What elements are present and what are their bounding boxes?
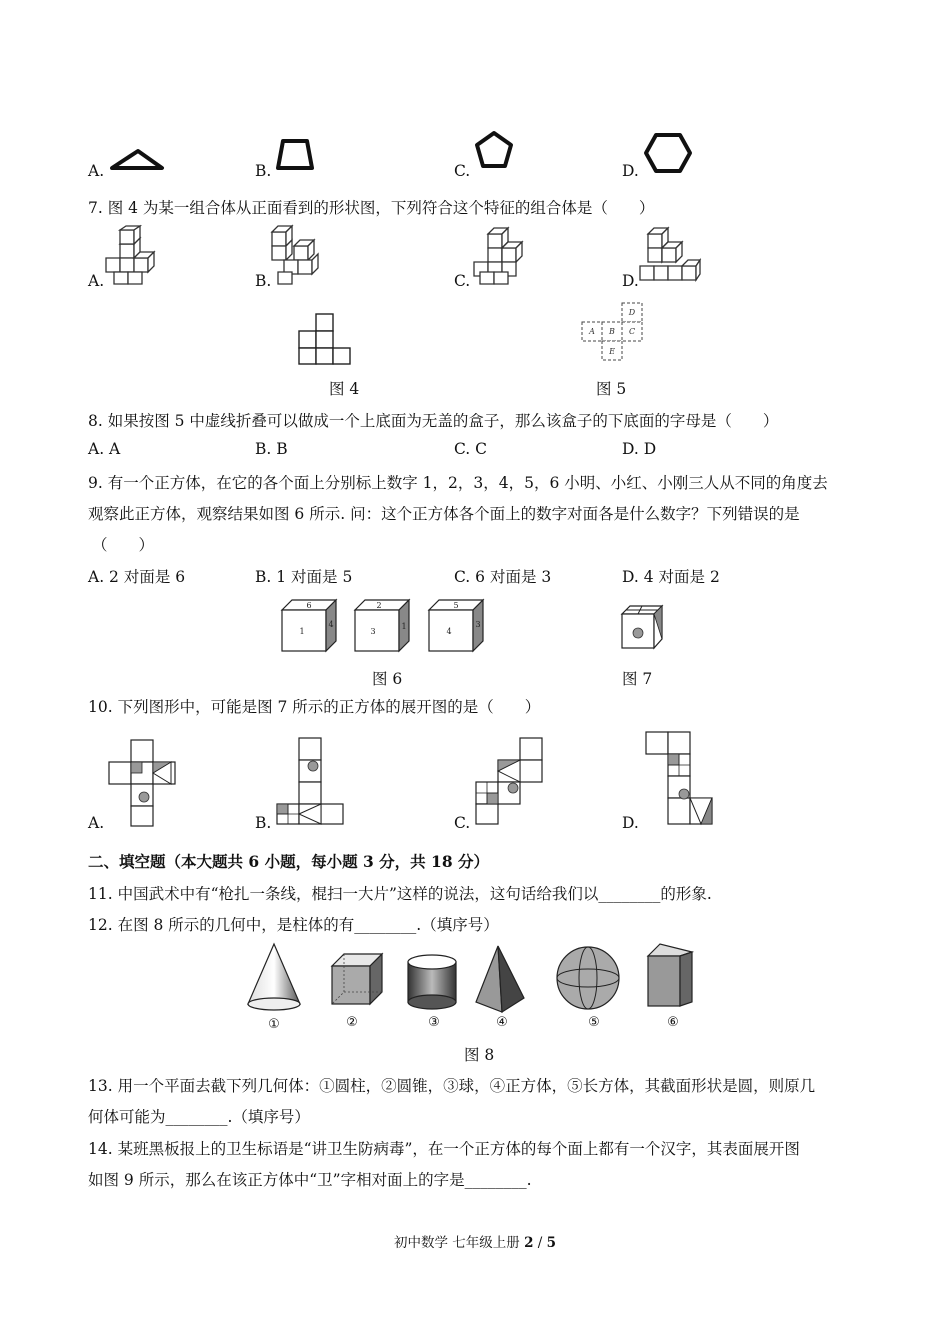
q7-stem: 7. 图 4 为某一组合体从正面看到的形状图，下列符合这个特征的组合体是（ ） [88, 199, 655, 217]
fig8-label-1: ① [268, 1017, 280, 1032]
q6-option-d: D. [622, 162, 639, 180]
fig8-pyramid [476, 946, 524, 1012]
fig5-label-b: B [609, 327, 615, 336]
fig8-cone [248, 944, 300, 1010]
q12-stem: 12. 在图 8 所示的几何中，是柱体的有________.（填序号） [88, 916, 499, 934]
q9-option-d: D. 4 对面是 2 [622, 568, 720, 586]
fig4-front-view [298, 313, 354, 365]
q8-stem: 8. 如果按图 5 中虚线折叠可以做成一个上底面为无盖的盒子，那么该盒子的下底面的字母是（ ） [88, 412, 779, 430]
footer-separator: / [533, 1235, 547, 1251]
footer-subject: 初中数学 七年级上册 [393, 1235, 525, 1251]
fig6-cube-2-side: 1 [401, 622, 407, 631]
fig6-cube-3 [429, 599, 485, 655]
fig8-label-6: ⑥ [667, 1015, 679, 1030]
fig5-label-d: D [628, 308, 636, 317]
q9-stem-line1: 9. 有一个正方体，在它的各个面上分别标上数字 1，2，3，4，5，6 小明、小红、小刚三人从不同的角度去 [88, 474, 828, 492]
q7-option-b: B. [255, 272, 272, 290]
fig8-caption: 图 8 [464, 1046, 495, 1064]
fig8-label-2: ② [346, 1015, 358, 1030]
q13-stem-line1: 13. 用一个平面去截下列几何体：①圆柱，②圆锥，③球，④正方体，⑤长方体，其截面形状是圆，则原几 [88, 1077, 816, 1095]
q6-option-a: A. [88, 162, 105, 180]
fig6-cube-1-front: 1 [299, 627, 305, 636]
fig8-cylinder [408, 955, 456, 1009]
fig5-caption: 图 5 [596, 380, 627, 398]
q10-option-a: A. [88, 814, 105, 832]
fig5-net [580, 302, 644, 362]
fig6-cube-2-front: 3 [370, 627, 376, 636]
q8-option-b: B. B [255, 440, 288, 458]
q10-option-d-net [644, 730, 718, 828]
q10-stem: 10. 下列图形中，可能是图 7 所示的正方体的展开图的是（ ） [88, 698, 541, 716]
fig6-cube-3-side: 3 [475, 620, 481, 629]
footer-total-pages: 5 [546, 1235, 557, 1251]
fig6-cube-1-side: 4 [328, 620, 334, 629]
q7-option-a-cubes [106, 226, 168, 286]
q14-stem-line1: 14. 某班黑板报上的卫生标语是“讲卫生防病毒”，在一个正方体的每个面上都有一个汉字，其表面展开图 [88, 1140, 800, 1158]
q7-option-c: C. [454, 272, 471, 290]
fig6-caption: 图 6 [372, 670, 403, 688]
q8-option-c: C. C [454, 440, 488, 458]
q7-option-c-cubes [472, 228, 532, 286]
section2-title: 二、填空题（本大题共 6 小题，每小题 3 分，共 18 分） [88, 852, 490, 871]
q10-option-b: B. [255, 814, 272, 832]
q7-option-d: D. [622, 272, 639, 290]
q9-option-b: B. 1 对面是 5 [255, 568, 353, 586]
q13-stem-line2: 何体可能为________.（填序号） [88, 1108, 310, 1126]
q9-option-c: C. 6 对面是 3 [454, 568, 552, 586]
q10-option-b-net [275, 736, 347, 828]
fig6-cube-1-top: 6 [306, 601, 312, 610]
q6-pentagon-shape [474, 130, 514, 170]
q6-option-b: B. [255, 162, 272, 180]
page-footer [0, 1231, 950, 1251]
fig6-cube-2-top: 2 [376, 601, 382, 610]
fig6-cube-3-front: 4 [446, 627, 452, 636]
fig8-label-4: ④ [496, 1015, 508, 1030]
q6-option-c: C. [454, 162, 471, 180]
fig6-cube-2 [355, 599, 411, 655]
q10-option-d: D. [622, 814, 639, 832]
q10-option-a-net [107, 738, 173, 828]
q6-trapezoid-shape [276, 138, 316, 172]
fig4-caption: 图 4 [329, 380, 360, 398]
q6-triangle-shape [108, 148, 164, 172]
fig6-cube-3-top: 5 [453, 601, 459, 610]
fig6-cube-1 [282, 599, 338, 655]
q7-option-a: A. [88, 272, 105, 290]
fig8-label-3: ③ [428, 1015, 440, 1030]
fig7-cube [622, 605, 666, 651]
q8-option-a: A. A [88, 440, 121, 458]
q9-stem-line2: 观察此正方体，观察结果如图 6 所示. 问：这个正方体各个面上的数字对面各是什么数字？下列错误的是 [88, 505, 800, 523]
q8-option-d: D. D [622, 440, 657, 458]
q6-hexagon-shape [644, 132, 692, 174]
q9-stem-line3: （ ） [92, 536, 155, 554]
q14-stem-line2: 如图 9 所示，那么在该正方体中“卫”字相对面上的字是________. [88, 1171, 532, 1189]
q10-option-c: C. [454, 814, 471, 832]
fig5-label-e: E [609, 347, 615, 356]
fig8-solids [240, 940, 710, 1032]
fig7-caption: 图 7 [622, 670, 653, 688]
fig8-label-5: ⑤ [588, 1015, 600, 1030]
q7-option-b-cubes [272, 226, 328, 286]
fig8-cube [332, 954, 382, 1004]
q10-option-c-net [474, 736, 546, 828]
q9-option-a: A. 2 对面是 6 [88, 568, 186, 586]
q7-option-d-cubes [640, 228, 702, 284]
fig8-prism [648, 944, 692, 1006]
q11-stem: 11. 中国武术中有“枪扎一条线，棍扫一大片”这样的说法，这句话给我们以________的形象. [88, 885, 712, 903]
fig5-label-c: C [628, 327, 636, 336]
fig5-label-a: A [589, 327, 595, 336]
footer-page-number: 2 [524, 1235, 534, 1251]
fig8-sphere [557, 947, 619, 1009]
